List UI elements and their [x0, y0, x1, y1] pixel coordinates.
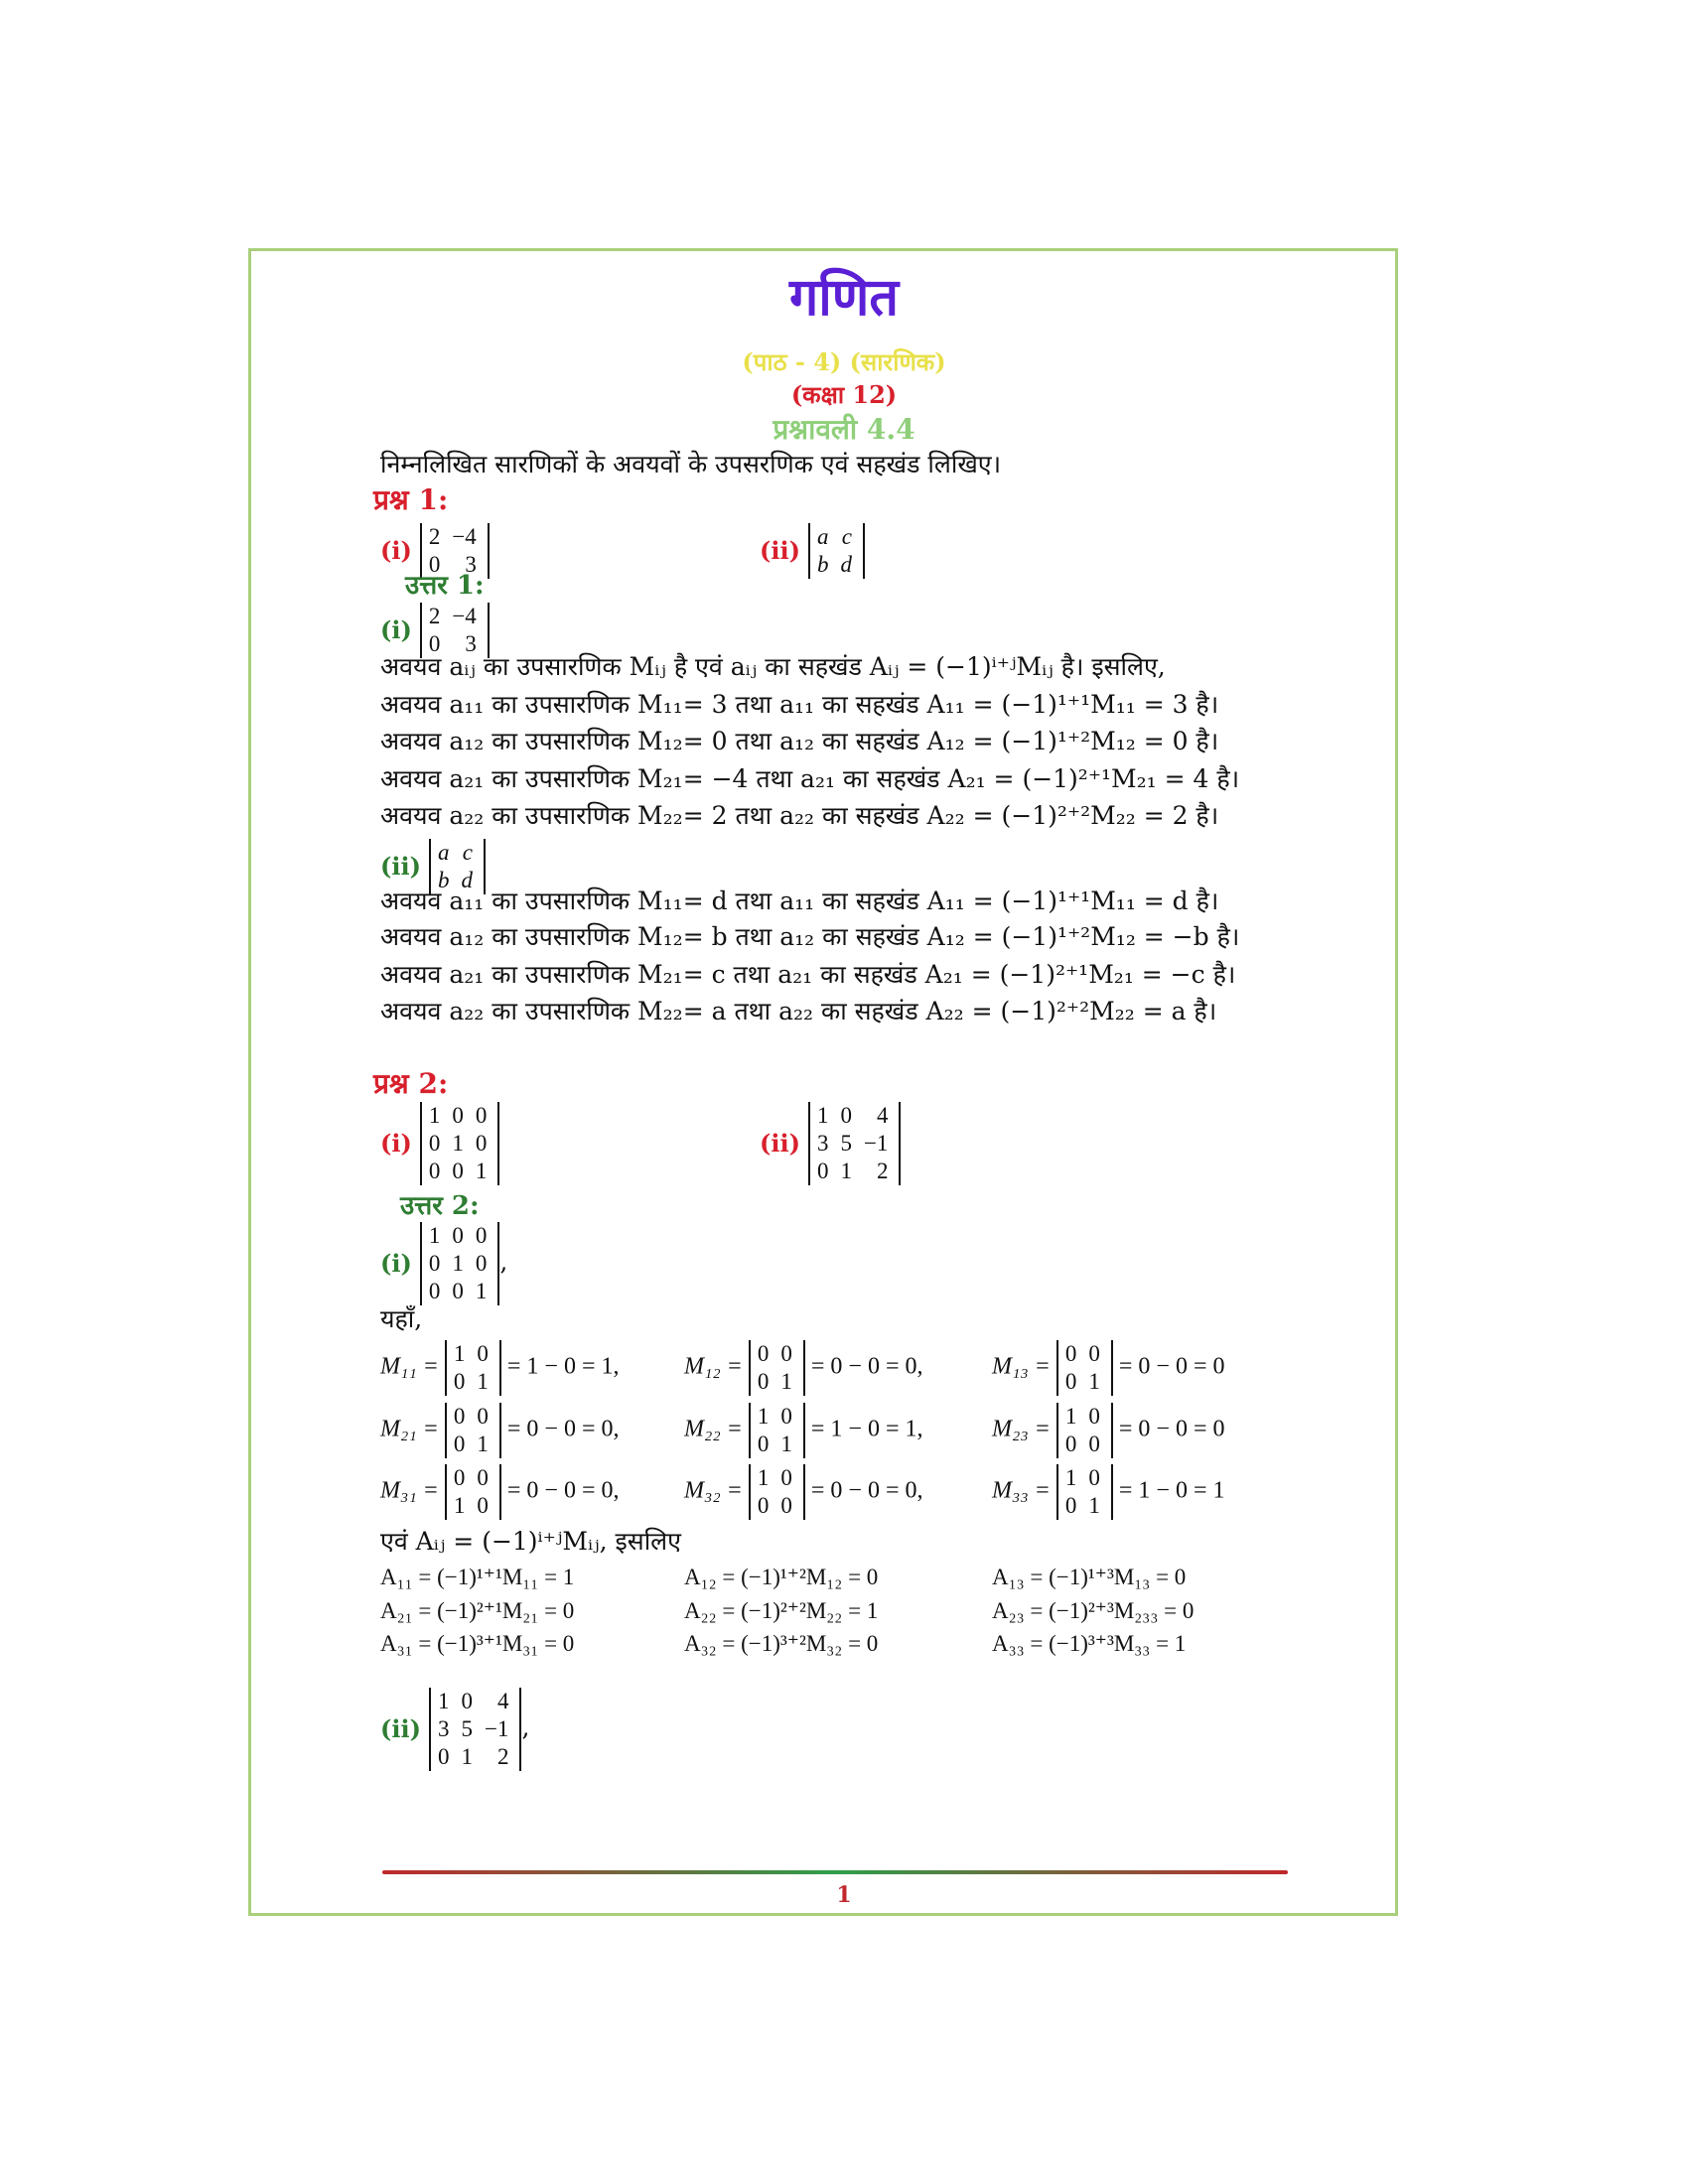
- matrix-cell: 0: [757, 1493, 770, 1518]
- a2-part-ii: [380, 1688, 529, 1771]
- determinant: [1056, 1340, 1113, 1396]
- q2-part-ii: [760, 1102, 901, 1185]
- matrix-cell: 0: [452, 1223, 464, 1248]
- matrix-cell: a: [816, 524, 829, 549]
- cofactor-23: A₂₃ = (−1)²⁺³M₂₃₃ = 0: [992, 1598, 1195, 1623]
- matrix-cell: 0: [475, 1131, 488, 1156]
- minor-name: M₂₂ =: [684, 1416, 743, 1442]
- minor-result: = 0 − 0 = 0,: [506, 1477, 620, 1504]
- footer-divider: [382, 1870, 1288, 1874]
- matrix-cell: 0: [428, 1251, 441, 1276]
- matrix-cell: 0: [453, 1465, 466, 1490]
- determinant: [749, 1464, 805, 1520]
- matrix-cell: 1: [816, 1103, 829, 1128]
- minor-31: [380, 1464, 619, 1520]
- determinant: [420, 603, 490, 658]
- minor-result: = 0 − 0 = 0,: [810, 1477, 923, 1504]
- matrix-cell: 0: [780, 1465, 792, 1490]
- chapter-label: (पाठ - 4) (सारणिक): [742, 347, 946, 376]
- minor-name: M₂₃ =: [992, 1416, 1051, 1442]
- matrix-cell: 1: [1064, 1404, 1077, 1429]
- matrix-cell: d: [461, 868, 473, 892]
- page-title: गणित: [789, 267, 899, 328]
- minor-result: = 0 − 0 = 0: [1118, 1353, 1225, 1380]
- matrix-cell: 1: [757, 1404, 770, 1429]
- here-label: यहाँ,: [380, 1304, 423, 1333]
- matrix-cell: b: [437, 868, 450, 892]
- determinant: [445, 1464, 501, 1520]
- page-number: 1: [836, 1882, 852, 1908]
- matrix-cell: 0: [1088, 1465, 1100, 1490]
- matrix-cell: 1: [780, 1369, 792, 1394]
- minor-name: M₃₂ =: [684, 1477, 743, 1504]
- matrix-cell: 1: [437, 1689, 450, 1713]
- minor-name: M₃₃ =: [992, 1477, 1051, 1504]
- a1-line: अवयव a₂₂ का उपसारणिक M₂₂= a तथा a₂₂ का सहखंड A₂₂ = (−1)²⁺²M₂₂ = a है।: [380, 997, 1217, 1025]
- matrix-cell: 5: [840, 1131, 852, 1156]
- comma: ,: [521, 1712, 530, 1742]
- instruction: निम्नलिखित सारणिकों के अवयवों के उपसरणिक एवं सहखंड लिखिए।: [380, 450, 1002, 478]
- a1-line: अवयव a₁₁ का उपसारणिक M₁₁= d तथा a₁₁ का सहखंड A₁₁ = (−1)¹⁺¹M₁₁ = d है।: [380, 887, 1219, 915]
- label: (ii): [380, 852, 421, 881]
- matrix-cell: 1: [477, 1369, 489, 1394]
- a1-line: अवयव a₁₂ का उपसारणिक M₁₂= 0 तथा a₁₂ का सहखंड A₁₂ = (−1)¹⁺²M₁₂ = 0 है।: [380, 727, 1219, 755]
- minor-result: = 0 − 0 = 0,: [810, 1353, 923, 1380]
- matrix-cell: 5: [461, 1716, 473, 1741]
- label: (ii): [760, 536, 800, 565]
- matrix-cell: 0: [1088, 1404, 1100, 1429]
- matrix-cell: 0: [1064, 1432, 1077, 1456]
- matrix-cell: 1: [453, 1493, 466, 1518]
- cofactor-12: A₁₂ = (−1)¹⁺²M₁₂ = 0: [684, 1565, 879, 1589]
- minor-name: M₁₁ =: [380, 1353, 439, 1380]
- matrix-cell: 0: [428, 552, 441, 577]
- answer-1-heading: उत्तर 1:: [405, 571, 485, 601]
- matrix-cell: 1: [475, 1159, 488, 1183]
- label: (i): [380, 1249, 412, 1278]
- matrix-cell: 2: [428, 604, 441, 628]
- minor-name: M₂₁ =: [380, 1416, 439, 1442]
- determinant: [808, 1102, 901, 1185]
- minor-23: [992, 1403, 1224, 1458]
- matrix-cell: 0: [477, 1465, 489, 1490]
- matrix-cell: 0: [475, 1251, 488, 1276]
- a1-part-i: [380, 603, 490, 658]
- minor-12: [684, 1340, 922, 1396]
- matrix-cell: 2: [876, 1159, 889, 1183]
- matrix-cell: 1: [452, 1131, 464, 1156]
- matrix-cell: 0: [461, 1689, 473, 1713]
- matrix-cell: 0: [475, 1223, 488, 1248]
- matrix-cell: 0: [453, 1369, 466, 1394]
- determinant: [445, 1340, 501, 1396]
- cofactor-21: A₂₁ = (−1)²⁺¹M₂₁ = 0: [380, 1598, 575, 1623]
- matrix-cell: c: [841, 524, 852, 549]
- cofactor-22: A₂₂ = (−1)²⁺²M₂₂ = 1: [684, 1598, 879, 1623]
- matrix-cell: 0: [1064, 1341, 1077, 1366]
- matrix-cell: 0: [452, 1279, 464, 1303]
- minor-11: [380, 1340, 619, 1396]
- minor-name: M₃₁ =: [380, 1477, 439, 1504]
- q2-part-i: [380, 1102, 499, 1185]
- matrix-cell: 1: [1088, 1493, 1100, 1518]
- label: (ii): [760, 1129, 800, 1158]
- minor-result: = 0 − 0 = 0: [1118, 1416, 1225, 1442]
- matrix-cell: 3: [437, 1716, 450, 1741]
- minor-33: [992, 1464, 1224, 1520]
- cofactor-11: A₁₁ = (−1)¹⁺¹M₁₁ = 1: [380, 1565, 575, 1589]
- comma: ,: [499, 1247, 508, 1277]
- minor-result: = 1 − 0 = 1: [1118, 1477, 1225, 1504]
- matrix-cell: 0: [757, 1369, 770, 1394]
- matrix-cell: 1: [757, 1465, 770, 1490]
- exercise-label: प्रश्नावली 4.4: [773, 413, 915, 446]
- matrix-cell: 0: [1064, 1369, 1077, 1394]
- matrix-cell: 0: [453, 1404, 466, 1429]
- minor-result: = 1 − 0 = 1,: [506, 1353, 620, 1380]
- label: (i): [380, 536, 412, 565]
- question-2-heading: प्रश्न 2:: [373, 1067, 449, 1100]
- matrix-cell: 1: [453, 1341, 466, 1366]
- minor-name: M₁₂ =: [684, 1353, 743, 1380]
- a1-line: अवयव a₁₁ का उपसारणिक M₁₁= 3 तथा a₁₁ का सहखंड A₁₁ = (−1)¹⁺¹M₁₁ = 3 है।: [380, 690, 1219, 719]
- matrix-cell: 2: [496, 1744, 509, 1769]
- matrix-cell: 3: [465, 631, 477, 656]
- label: (ii): [380, 1714, 421, 1743]
- matrix-cell: −4: [452, 604, 477, 628]
- determinant: [445, 1403, 501, 1458]
- cofactor-intro: एवं Aᵢⱼ = (−1)ⁱ⁺ʲMᵢⱼ, इसलिए: [380, 1527, 681, 1556]
- a1-line: अवयव a₁₂ का उपसारणिक M₁₂= b तथा a₁₂ का सहखंड A₁₂ = (−1)¹⁺²M₁₂ = −b है।: [380, 922, 1240, 951]
- question-1-heading: प्रश्न 1:: [373, 483, 449, 516]
- determinant: [429, 1688, 521, 1771]
- answer-2-heading: उत्तर 2:: [400, 1191, 480, 1221]
- minor-21: [380, 1403, 619, 1458]
- matrix-cell: d: [840, 552, 852, 577]
- cofactor-32: A₃₂ = (−1)³⁺²M₃₂ = 0: [684, 1631, 879, 1656]
- minor-result: = 1 − 0 = 1,: [810, 1416, 923, 1442]
- matrix-cell: 4: [496, 1689, 509, 1713]
- minor-32: [684, 1464, 922, 1520]
- matrix-cell: 1: [428, 1103, 441, 1128]
- matrix-cell: 0: [428, 631, 441, 656]
- matrix-cell: a: [437, 840, 450, 865]
- matrix-cell: 3: [816, 1131, 829, 1156]
- matrix-cell: 1: [452, 1251, 464, 1276]
- matrix-cell: 0: [816, 1159, 829, 1183]
- matrix-cell: 1: [475, 1279, 488, 1303]
- matrix-cell: 0: [428, 1279, 441, 1303]
- matrix-cell: 0: [477, 1341, 489, 1366]
- matrix-cell: 0: [780, 1341, 792, 1366]
- matrix-cell: 0: [1088, 1432, 1100, 1456]
- matrix-cell: 0: [428, 1131, 441, 1156]
- a1-line: अवयव aᵢⱼ का उपसारणिक Mᵢⱼ है एवं aᵢⱼ का सहखंड Aᵢⱼ = (−1)ⁱ⁺ʲMᵢⱼ है। इसलिए,: [380, 652, 1166, 681]
- determinant: [1056, 1464, 1113, 1520]
- minor-22: [684, 1403, 922, 1458]
- matrix-cell: 0: [452, 1103, 464, 1128]
- determinant: [1056, 1403, 1113, 1458]
- matrix-cell: 1: [840, 1159, 852, 1183]
- class-label: (कक्षा 12): [790, 380, 898, 409]
- matrix-cell: 0: [428, 1159, 441, 1183]
- cofactor-13: A₁₃ = (−1)¹⁺³M₁₃ = 0: [992, 1565, 1187, 1589]
- matrix-cell: 1: [780, 1432, 792, 1456]
- matrix-cell: 0: [477, 1404, 489, 1429]
- matrix-cell: 0: [1064, 1493, 1077, 1518]
- determinant: [749, 1403, 805, 1458]
- matrix-cell: 0: [475, 1103, 488, 1128]
- matrix-cell: −1: [863, 1131, 889, 1156]
- matrix-cell: 0: [477, 1493, 489, 1518]
- matrix-cell: 2: [428, 524, 441, 549]
- matrix-cell: 0: [840, 1103, 852, 1128]
- matrix-cell: 0: [453, 1432, 466, 1456]
- q1-part-ii: [760, 523, 865, 579]
- matrix-cell: c: [462, 840, 473, 865]
- matrix-cell: 0: [452, 1159, 464, 1183]
- label: (i): [380, 615, 412, 644]
- a1-line: अवयव a₂₁ का उपसारणिक M₂₁= c तथा a₂₁ का सहखंड A₂₁ = (−1)²⁺¹M₂₁ = −c है।: [380, 960, 1236, 989]
- cofactor-33: A₃₃ = (−1)³⁺³M₃₃ = 1: [992, 1631, 1187, 1656]
- determinant: [749, 1340, 805, 1396]
- matrix-cell: 1: [461, 1744, 473, 1769]
- determinant: [420, 1102, 500, 1185]
- minor-result: = 0 − 0 = 0,: [506, 1416, 620, 1442]
- matrix-cell: −4: [452, 524, 477, 549]
- matrix-cell: 1: [477, 1432, 489, 1456]
- a1-line: अवयव a₂₁ का उपसारणिक M₂₁= −4 तथा a₂₁ का सहखंड A₂₁ = (−1)²⁺¹M₂₁ = 4 है।: [380, 764, 1240, 793]
- determinant: [808, 523, 865, 579]
- matrix-cell: 0: [1088, 1341, 1100, 1366]
- matrix-cell: 3: [465, 552, 477, 577]
- matrix-cell: 0: [780, 1404, 792, 1429]
- label: (i): [380, 1129, 412, 1158]
- minor-13: [992, 1340, 1224, 1396]
- matrix-cell: 4: [876, 1103, 889, 1128]
- matrix-cell: −1: [484, 1716, 509, 1741]
- matrix-cell: 1: [428, 1223, 441, 1248]
- a2-part-i: [380, 1222, 507, 1305]
- matrix-cell: 0: [780, 1493, 792, 1518]
- matrix-cell: 1: [1064, 1465, 1077, 1490]
- determinant: [420, 1222, 500, 1305]
- matrix-cell: 0: [757, 1432, 770, 1456]
- matrix-cell: 0: [437, 1744, 450, 1769]
- minor-name: M₁₃ =: [992, 1353, 1051, 1380]
- cofactor-31: A₃₁ = (−1)³⁺¹M₃₁ = 0: [380, 1631, 575, 1656]
- matrix-cell: 0: [757, 1341, 770, 1366]
- matrix-cell: b: [816, 552, 829, 577]
- a1-line: अवयव a₂₂ का उपसारणिक M₂₂= 2 तथा a₂₂ का सहखंड A₂₂ = (−1)²⁺²M₂₂ = 2 है।: [380, 801, 1219, 830]
- matrix-cell: 1: [1088, 1369, 1100, 1394]
